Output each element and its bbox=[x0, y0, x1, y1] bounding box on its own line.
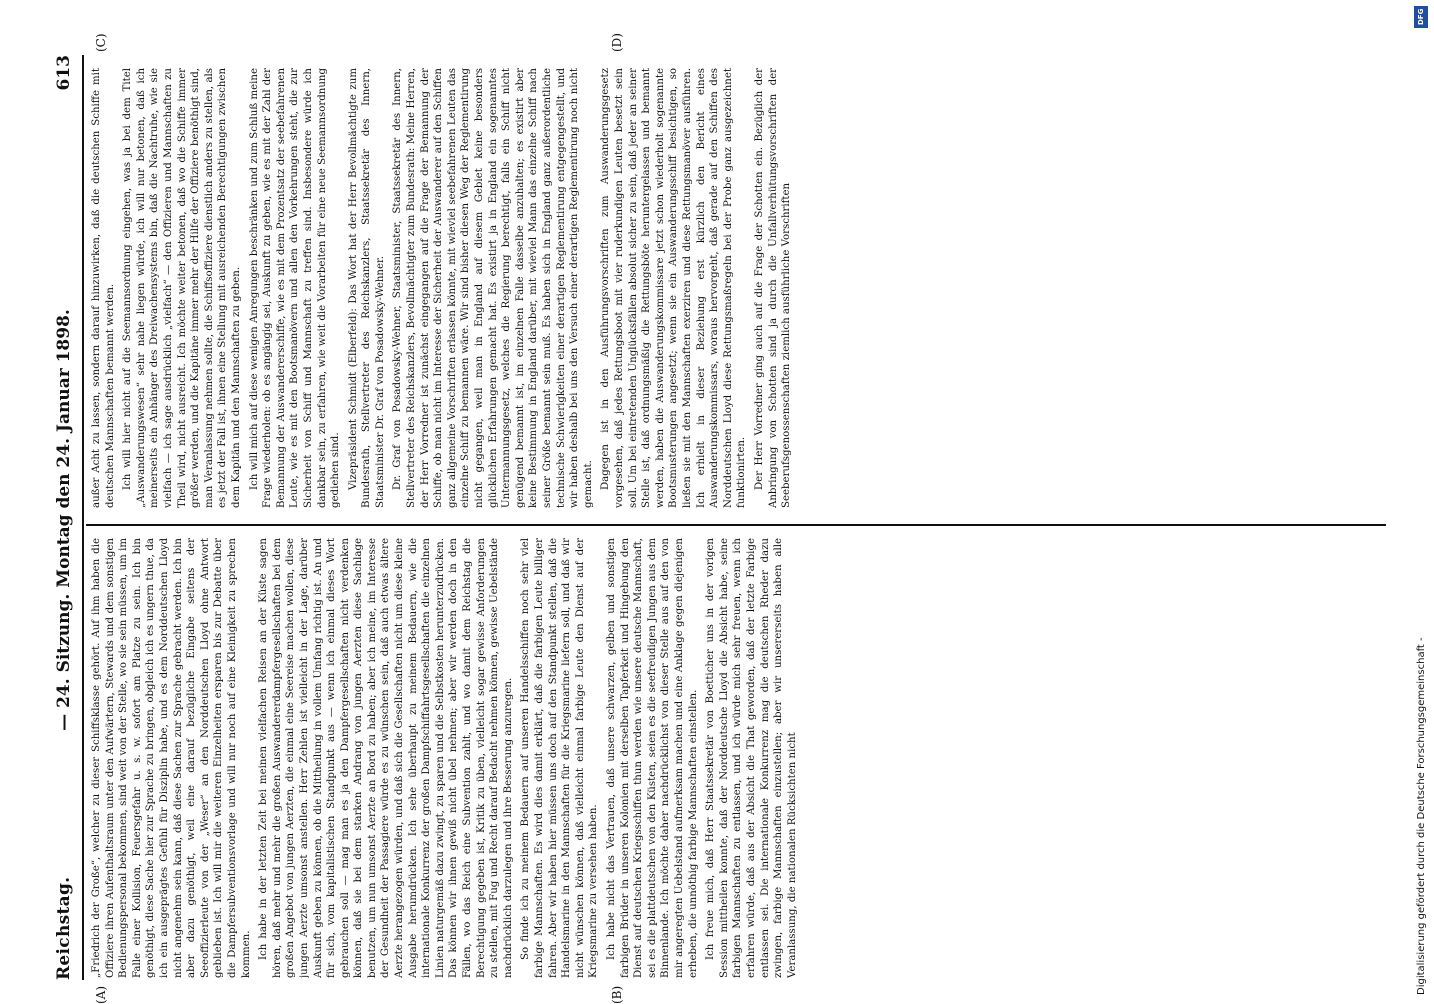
margin-marker-d: (D) bbox=[610, 33, 624, 52]
dfg-credit-text: Digitalisierung gefördert durch die Deutsche Forschungsgemeinschaft - bbox=[1416, 637, 1427, 995]
paragraph: „Friedrich der Große“, welcher zu dieser Schiffsklasse gehört. Auf ihm haben die Offiziere ihren Aufenthaltsraum unter den Aufwärtern, Stewards und dem sonstigen Bedienungspersonal bekommen, sind weit von der Stelle, wo sie sein müssen, um im Falle einer Kollision, Feuersgefahr u. s. w. sofort am Platze zu sein. Ich bin genöthigt, diese Sache hier zur Sprache zu bringen, obgleich ich es ungern thue, da ich ein ausgeprägtes Gefühl für Disziplin habe, und es dem Norddeutschen Lloyd nicht angenehm sein kann, daß diese Sachen zur Sprache gebracht werden. Ich bin aber dazu genöthigt, weil eine darauf bezügliche Eingabe seitens der Seeoffizierleute von der „Weser“ an den Norddeutschen Lloyd ohne Antwort geblieben ist. Ich will mir die weiteren Einzelheiten ersparen bis zur Debatte über die Dampfersubventionsvorlage und will nur noch auf eine Kleinigkeit zu sprechen kommen. bbox=[91, 538, 252, 978]
right-column bbox=[90, 68, 1390, 508]
dfg-logo: DFG bbox=[1414, 6, 1428, 28]
page-number: 613 bbox=[54, 55, 74, 91]
margin-marker-a: (A) bbox=[94, 985, 108, 1004]
paragraph: Der Herr Vorredner ging auch auf die Frage der Schotten ein. Bezüglich der Anbringung von Schotten sind ja durch die Unfallverhütungsvorschriften der Seeberufsgenossenschaften ziemlich ausführliche Vorschriften bbox=[753, 68, 793, 508]
paragraph: Ich will mich auf diese wenigen Anregungen beschränken und zum Schluß meine Frage wiederholen: ob es angängig sei, Auskunft zu geben, wie es mit der Zahl der Bemannung der Auswandererschiffe, wie es mit dem Prozentsatz der seebefahrenen Leute, wie es mit den Bootsmanövern und allen den Vorkehrungen steht, die zur Sicherheit von Schiff und Mannschaft zu treffen sind. Insbesondere würde ich dankbar sein, zu erfahren, wie weit die Vorarbeiten für eine neue Seemannsordnung gediehen sind. bbox=[248, 68, 342, 508]
header-center: — 24. Sitzung. Montag den 24. Januar 1898. bbox=[54, 309, 74, 731]
header-rule bbox=[82, 55, 84, 980]
paragraph: Dagegen ist in den Ausführungsvorschriften zum Auswanderungsgesetz vorgesehen, daß jedes Rettungsboot mit vier ruderkundigen Leuten besetzt sein soll. Um bei eintretenden Unglücksfällen absolut sicher zu sein, daß jeder an seiner Stelle ist, daß ordnungsmäßig die Rettungsböte heruntergelassen und bemannt werden, haben die Auswanderungskommissare jetzt schon wiederholt sogenannte Bootsmusterungen angesetzt; wenn sie ein Auswanderungsschiff besichtigen, so ließen sie mit den Mannschaften exerziren und diese Rettungsmanöver ausführen. Ich erhielt in dieser Beziehung erst kürzlich den Bericht eines Auswanderungskommissars, woraus hervorgeht, daß gerade auf den Schiffen des Norddeutschen Lloyd diese Rettungsmaßregeln bei der Probe ganz ausgezeichnet funktionirten. bbox=[600, 68, 748, 508]
column-separator bbox=[86, 524, 1386, 526]
rotated-page bbox=[50, 33, 1415, 1004]
left-column bbox=[90, 538, 1390, 978]
paragraph: außer Acht zu lassen, sondern darauf hinzuwirken, daß die deutschen Schiffe mit deutschen Mannschaften bemannt werden. bbox=[91, 68, 116, 508]
paragraph: So finde ich zu meinem Bedauern auf unseren Handelsschiffen noch sehr viel farbige Mannschaften. Es wird dies damit erklärt, daß die farbigen Leute billiger fahren. Aber wir haben hier müssen uns doch auf den Standpunkt stellen, daß die Handelsmarine in den Mannschaften für die Kriegsmarine liefern soll, und daß wir nicht wünschen können, daß vielleicht einmal farbige Leute den Dienst auf der Kriegsmarine zu versehen haben. bbox=[520, 538, 600, 978]
paragraph: Vizepräsident Schmidt (Elberfeld): Das Wort hat der Herr Bevollmächtigte zum Bundesrath, Stellvertreter des Reichskanzlers, Staatssekretär des Innern, Staatsminister Dr. Graf von Posadowsky-Wehner. bbox=[347, 68, 386, 508]
margin-marker-b: (B) bbox=[610, 985, 624, 1004]
paragraph: Dr. Graf von Posadowsky-Wehner, Staatsminister, Staatssekretär des Innern, Stellvertreter des Reichskanzlers, Bevollmächtigter zum Bundesrath: Meine Herren, der Herr Vorredner ist zunächst eingegangen auf die Frage der Bemannung der Schiffe, ob man nicht im Interesse der Sicherheit der Auswanderer auf den Schiffen ganz allgemeine Vorschriften erlassen könnte, mit wieviel seebefahrenen Leuten das einzelne Schiff zu bemannen wäre. Wir sind bisher diesen Weg der Reglementirung nicht gegangen, weil man in England auf diesem Gebiet keine besonders glücklichen Erfahrungen gemacht hat. Es existirt ja in England ein sogenanntes Untermannungsgesetz, welches die Regierung berechtigt, falls ein Schiff nicht genügend bemannt ist, im einzelnen Falle dasselbe anzuhalten; es existirt aber keine Bestimmung in England darüber, mit wieviel Mann das einzelne Schiff nach seiner Größe bemannt sein muß. Es haben sich in England ganz außerordentliche technische Schwierigkeiten einer derartigen Reglementirung entgegengestellt, und wir haben deshalb bei uns den Versuch einer derartigen Reglementirung noch nicht gemacht. bbox=[392, 68, 594, 508]
header-left: Reichstag. bbox=[54, 876, 74, 980]
paragraph: Ich will hier nicht auf die Seemannsordnung eingehen, was ja bei dem Titel „Auswanderungswesen“ sehr nahe liegen würde, ich will nur betonen, daß ich meinerseits ein Anhänger des Dreiwachensystems bin, daß die Nachtruhe, wie sie vielfach — ich sage ausdrücklich „vielfach“ — den Offizieren und Mannschaften zu Theil wird, nicht ausreicht. Ich möchte weiter betonen, daß wo die Schiffe immer größer werden, und die Kapitäne immer mehr der Hilfe der Offiziere benöthigt sind, man Veranlassung nehmen sollte, die Schiffsoffiziere dienstlich anders zu stellen, als es jetzt der Fall ist, ihnen eine Stellung mit ausreichenden Berechtigungen zwischen dem Kapitän und den Mannschaften zu geben. bbox=[122, 68, 242, 508]
page-header bbox=[50, 55, 80, 980]
paragraph: Ich habe nicht das Vertrauen, daß unsere schwarzen, gelben und sonstigen farbigen Brüder in unseren Kolonien mit derselben Tapferkeit und Hingebung den Dienst auf deutschen Kriegsschiffen thun werden wie unsere deutsche Mannschaft, sei es die plattdeutschen von den Küsten, seien es die seefreudigen Jungen aus dem Binnenlande. Ich möchte daher nachdrücklichst von dieser Stelle aus auf den von mir angeregten Uebelstand aufmerksam machen und eine Anklage gegen diejenigen erheben, die unnöthig farbige Mannschaften einstellen. bbox=[605, 538, 699, 978]
paragraph: Ich habe in der letzten Zeit bei meinen vielfachen Reisen an der Küste sagen hören, daß mehr und mehr die großen Auswandererdampfergesellschaften bei dem großen Angebot von jungen Aerzten, die einmal eine Seereise machen wollen, diese jungen Aerzte umsonst anstellen. Herr Zehlen ist vielleicht in der Lage, darüber Auskunft geben zu können, ob die Mittheilung in vollem Umfang richtig ist. An und für sich, vom kapitalistischen Standpunkt aus — wenn ich einmal dieses Wort gebrauchen soll — mag man es ja den Dampfergesellschaften nicht verdenken können, daß sie bei dem starken Andrang von jungen Aerzten diese Sachlage benutzen, um nun umsonst Aerzte an Bord zu haben; aber ich meine, im Interesse der Gesundheit der Passagiere würde es zu wünschen sein, daß auch etwas ältere Aerzte herangezogen würden, und daß sich die Gesellschaften nicht um diese kleine Ausgabe herumdrücken. Ich sehe überhaupt zu meinem Bedauern, wie die internationale Konkurrenz der großen Dampfschiffahrtsgesellschaften die einzelnen Linien naturgemäß dazu zwingt, zu sparen und die Selbstkosten herunterzudrücken. Das können wir ihnen gewiß nicht übel nehmen; aber wir werden doch in den Fällen, wo das Reich eine Subvention zahlt, und wo damit dem Reichstag die Berechtigung gegeben ist, Kritik zu üben, vielleicht sogar gewisse Anforderungen zu stellen, mit Fug und Recht darauf Bedacht nehmen können, gewisse Uebelstände nachdrücklich darzulegen und ihre Besserung anzuregen. bbox=[258, 538, 514, 978]
paragraph: Ich freue mich, daß Herr Staatssekretär von Boetticher uns in der vorigen Session mittheilen konnte, daß der Norddeutsche Lloyd die Absicht habe, seine farbigen Mannschaften zu entlassen, und ich würde mich sehr freuen, wenn ich erfahren würde, daß aus der Absicht die That geworden, daß der letzte Farbige entlassen sei. Die internationale Konkurrenz mag die deutschen Rheder dazu zwingen, farbige Mannschaften einzustellen; aber wir unsererseits haben alle Veranlassung, die nationalen Rücksichten nicht bbox=[705, 538, 798, 978]
margin-marker-c: (C) bbox=[94, 33, 108, 52]
